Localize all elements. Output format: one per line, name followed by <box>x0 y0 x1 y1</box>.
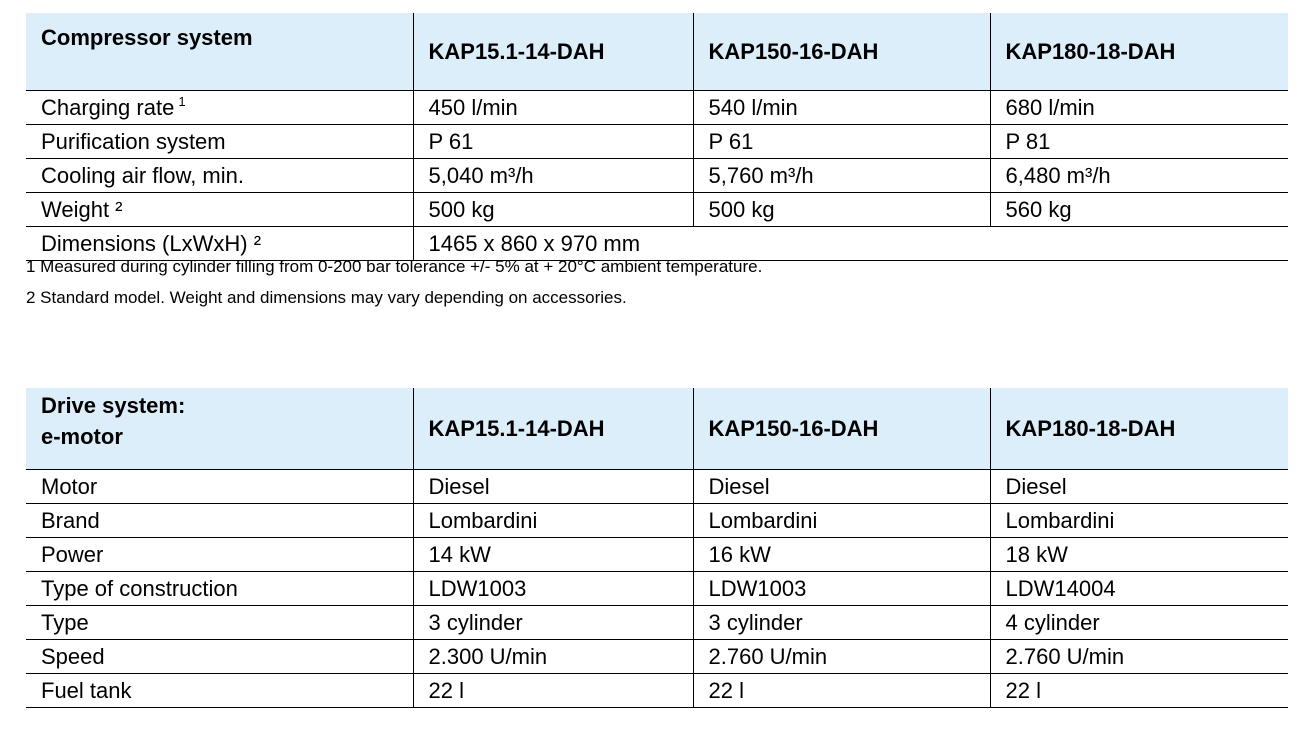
row-label: Cooling air flow, min. <box>26 159 413 193</box>
table-row <box>26 606 1288 640</box>
table-cell: 2.760 U/min <box>990 640 1288 674</box>
table-cell: Diesel <box>693 470 990 504</box>
table-cell: 18 kW <box>990 538 1288 572</box>
table-cell: 540 l/min <box>693 91 990 125</box>
table-cell: 22 l <box>413 674 693 708</box>
row-label: Purification system <box>26 125 413 159</box>
table-cell: 680 l/min <box>990 91 1288 125</box>
table-title <box>26 388 413 470</box>
table-cell: 450 l/min <box>413 91 693 125</box>
model-header: KAP15.1-14-DAH <box>413 388 693 470</box>
table-cell: 3 cylinder <box>693 606 990 640</box>
model-header: KAP180-18-DAH <box>990 13 1288 91</box>
model-header: KAP15.1-14-DAH <box>413 13 693 91</box>
table-cell: 4 cylinder <box>990 606 1288 640</box>
row-label: Dimensions (LxWxH) ² <box>26 227 413 261</box>
table-cell: 14 kW <box>413 538 693 572</box>
table-cell: 22 l <box>990 674 1288 708</box>
table-cell: 5,040 m³/h <box>413 159 693 193</box>
table-cell: 500 kg <box>693 193 990 227</box>
row-label: Speed <box>26 640 413 674</box>
row-label: Motor <box>26 470 413 504</box>
table-row <box>26 227 1288 261</box>
table-row <box>26 674 1288 708</box>
footnote-mark: 1 <box>178 94 186 109</box>
table-cell: Lombardini <box>413 504 693 538</box>
table-cell: Lombardini <box>693 504 990 538</box>
table-cell: LDW1003 <box>693 572 990 606</box>
table-cell: 2.300 U/min <box>413 640 693 674</box>
table-title: Compressor system <box>26 13 413 91</box>
table-row <box>26 193 1288 227</box>
row-label: Type <box>26 606 413 640</box>
table-row <box>26 504 1288 538</box>
row-label: Weight ² <box>26 193 413 227</box>
table-row <box>26 91 1288 125</box>
model-header: KAP150-16-DAH <box>693 13 990 91</box>
row-label: Type of construction <box>26 572 413 606</box>
table-cell: 2.760 U/min <box>693 640 990 674</box>
table-cell: Lombardini <box>990 504 1288 538</box>
table-header-row <box>26 388 1288 470</box>
table-cell: LDW1003 <box>413 572 693 606</box>
table-cell: LDW14004 <box>990 572 1288 606</box>
compressor-system-table <box>26 13 1288 261</box>
table-title-line: e-motor <box>41 424 123 449</box>
table-cell: P 81 <box>990 125 1288 159</box>
table-cell: 22 l <box>693 674 990 708</box>
table-cell: 500 kg <box>413 193 693 227</box>
table-row <box>26 640 1288 674</box>
table-cell: 560 kg <box>990 193 1288 227</box>
table-cell: 3 cylinder <box>413 606 693 640</box>
table-title-line: Drive system: <box>41 393 186 418</box>
table-cell: Diesel <box>413 470 693 504</box>
table-cell: P 61 <box>693 125 990 159</box>
row-label: Power <box>26 538 413 572</box>
drive-system-table <box>26 388 1288 708</box>
table-cell: 5,760 m³/h <box>693 159 990 193</box>
footnote: 2 Standard model. Weight and dimensions may vary depending on accessories. <box>26 288 627 307</box>
row-label-text: Charging rate <box>41 95 175 120</box>
table-row <box>26 572 1288 606</box>
model-header: KAP150-16-DAH <box>693 388 990 470</box>
table-cell: 16 kW <box>693 538 990 572</box>
row-label <box>26 91 413 125</box>
table-header-row <box>26 13 1288 91</box>
table-row <box>26 470 1288 504</box>
table-row <box>26 159 1288 193</box>
table-cell-merged: 1465 x 860 x 970 mm <box>413 227 1288 261</box>
row-label: Fuel tank <box>26 674 413 708</box>
table-cell: P 61 <box>413 125 693 159</box>
row-label: Brand <box>26 504 413 538</box>
footnote: 1 Measured during cylinder filling from 0-200 bar tolerance +/- 5% at + 20°C ambient temperature. <box>26 257 763 276</box>
table-cell: Diesel <box>990 470 1288 504</box>
table-row <box>26 538 1288 572</box>
model-header: KAP180-18-DAH <box>990 388 1288 470</box>
table-row <box>26 125 1288 159</box>
table-cell: 6,480 m³/h <box>990 159 1288 193</box>
